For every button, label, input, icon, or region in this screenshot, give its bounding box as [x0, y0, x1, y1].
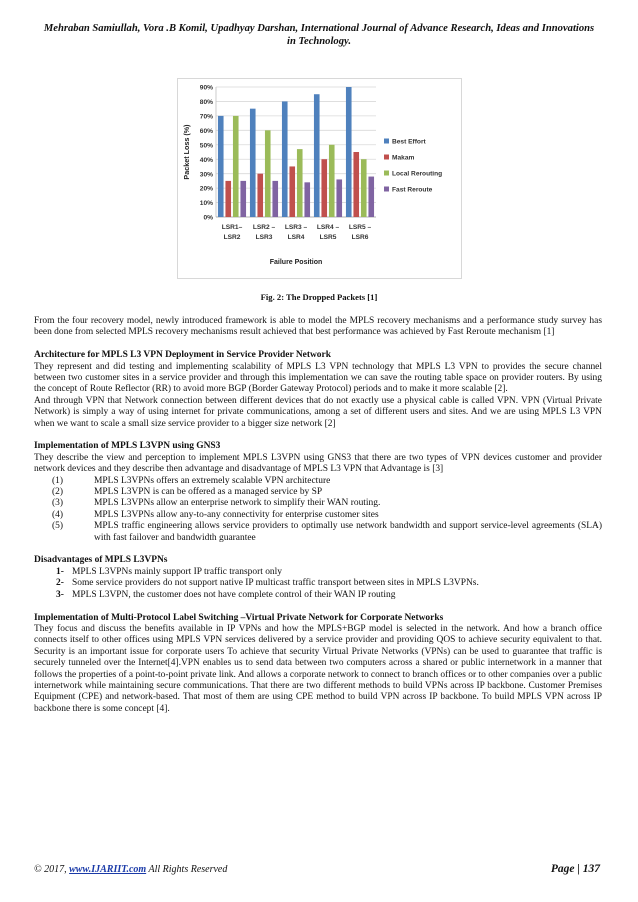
y-tick-label: 40% [199, 156, 213, 164]
x-tick-label: LSR6 [351, 234, 369, 241]
chart-svg [178, 79, 461, 278]
bar [314, 94, 320, 217]
y-tick-label: 50% [199, 142, 213, 150]
y-tick-label: 10% [199, 200, 213, 208]
y-tick-label: 70% [199, 113, 213, 121]
x-tick-label: LSR5 – [348, 224, 372, 231]
bar [233, 116, 239, 217]
list-item: (3) MPLS L3VPNs allow an enterprise network to simplify their WAN routing. [52, 498, 381, 509]
legend-label: Best Effort [392, 138, 426, 146]
bar [240, 181, 246, 217]
list-item: 1- MPLS L3VPNs mainly support IP traffic transport only [56, 566, 282, 577]
header-line-1: Mehraban Samiullah, Vora .B Komil, Upadhyay Darshan, International Journal of Advance Research, Ideas and Innovations [43, 23, 595, 34]
x-tick-label: LSR5 [319, 234, 337, 241]
bar [257, 174, 263, 217]
disadvantages-list [34, 567, 602, 601]
x-tick-label: LSR3 [255, 234, 273, 241]
x-tick-label: LSR2 – [252, 224, 276, 231]
paragraph-gns3: They describe the view and perception to implement MPLS L3VPN using GNS3 that there are two types of VPN devices customer and provider network devices and they describe then advantage and disadvantage of MPLS L3 VPN that Advantage is [3] [34, 452, 602, 475]
bar [329, 145, 335, 217]
legend-swatch [384, 139, 389, 144]
list-item: (4) MPLS L3VPNs allow any-to-any connectivity for enterprise customer sites [52, 509, 379, 520]
main-text [34, 316, 602, 715]
copyright: © 2017, www.IJARIIT.com All Rights Reserved [34, 864, 228, 875]
bar [289, 166, 295, 217]
bar [304, 182, 310, 217]
paragraph-corporate: They focus and discuss the benefits available in IP VPNs and how the MPLS+BGP model is selected in the network. And how a branch office connects itself to other offices using MPLS VPN services delivered by a service provider and providing QOS to achieve security equivalent to that. Security is an important issue for corporate users To achieve that security Virtual Private Networks (VPNs) can be used to guarantee that traffic is securely tunneled over the Internet[4].VPN enables us to send data between two computers across a shared or public internetwork in a manner that follows the properties of a point-to-point private link. And allows a corporate network to connect to branch offices or to other companies over a public internetwork while maintaining secure communications. That there are two different methods to build VPNs across IP backbone. Customer Premises Equipment (CPE) and network-based. That most of them are using CPE method to build VPN across IP backbone. To build MPLS VPN across IP backbone there is some concept [4]. [34, 623, 602, 714]
y-tick-label: 0% [203, 214, 213, 222]
bar [297, 149, 303, 217]
y-axis-title: Packet Loss (%) [182, 124, 191, 180]
section-heading-architecture: Architecture for MPLS L3 VPN Deployment in Service Provider Network [34, 350, 331, 361]
bar [361, 159, 367, 217]
bar [218, 116, 224, 217]
y-tick-label: 30% [199, 171, 213, 179]
list-item: (2) MPLS L3VPN is can be offered as a managed service by SP [52, 487, 323, 498]
advantages-list [34, 476, 602, 544]
y-tick-label: 90% [199, 84, 213, 92]
figure-caption: Fig. 2: The Dropped Packets [1] [260, 292, 378, 302]
x-tick-label: LSR2 [223, 234, 241, 241]
legend-label: Fast Reroute [392, 186, 433, 194]
bar [353, 152, 359, 217]
list-item: 3- MPLS L3VPN, the customer does not have complete control of their WAN IP routing [56, 589, 396, 600]
paragraph-vpn: And through VPN that Network connection between different devices that do not exactly use a physical cable is called VPN. VPN (Virtual Private Network) is simply a way of using internet for private communications, among a set of different users and sites. And we are using MPLS L3 VPN when we want to scale a small size service provider to a bigger size network [2] [34, 395, 602, 429]
journal-link[interactable]: www.IJARIIT.com [69, 864, 147, 875]
paragraph-intro: From the four recovery model, newly introduced framework is able to model the MPLS recovery mechanisms and a performance study survey has been done from selected MPLS recovery mechanisms result achieved that best performance was achieved by Fast Reroute mechanism [1] [34, 316, 602, 338]
y-tick-label: 20% [199, 185, 213, 193]
x-tick-label: LSR4 [287, 234, 305, 241]
bar [250, 109, 256, 217]
legend-label: Makam [392, 154, 415, 162]
section-heading-disadvantages: Disadvantages of MPLS L3VPNs [34, 555, 168, 566]
legend-swatch [384, 171, 389, 176]
list-item: (5) MPLS traffic engineering allows service providers to optimally use network bandwidth and support service-level agreements (SLA) with fast failover and bandwidth guarantee [52, 521, 602, 543]
section-heading-corporate: Implementation of Multi-Protocol Label Switching –Virtual Private Network for Corporate Networks [34, 612, 444, 623]
y-tick-label: 80% [199, 99, 213, 107]
x-tick-label: LSR1– [221, 224, 243, 231]
bar [272, 181, 278, 217]
x-tick-label: LSR3 – [284, 224, 308, 231]
list-item: (1) MPLS L3VPNs offers an extremely scalable VPN architecture [52, 475, 331, 486]
running-header [30, 22, 608, 48]
bar [368, 177, 374, 217]
legend-label: Local Rerouting [392, 170, 443, 178]
x-axis-title: Failure Position [269, 259, 323, 266]
page-footer [34, 864, 600, 875]
page-number: Page | 137 [550, 863, 600, 875]
legend-swatch [384, 155, 389, 160]
section-heading-gns3: Implementation of MPLS L3VPN using GNS3 [34, 441, 221, 452]
bar [321, 159, 327, 217]
y-tick-label: 60% [199, 127, 213, 135]
bar [265, 130, 271, 217]
packet-loss-chart [177, 78, 462, 279]
x-tick-label: LSR4 – [316, 224, 340, 231]
bar [346, 87, 352, 217]
header-line-2: in Technology. [287, 36, 351, 47]
paragraph-architecture: They represent and did testing and implementing scalability of MPLS L3 VPN technology that MPLS L3 VPN to provides the secure channel between two customer sites in a service provider and through this implementation we can save the routing table space on provider routers. By using the concept of Route Reflector (RR) to avoid more BGP (Border Gateway Protocol) periods and to make it more scalable [2]. [34, 361, 602, 395]
legend-swatch [384, 187, 389, 192]
bar [282, 101, 288, 217]
list-item: 2- Some service providers do not support native IP multicast traffic transport between sites in MPLS L3VPNs. [56, 578, 479, 589]
bar [336, 179, 342, 217]
bar [225, 181, 231, 217]
